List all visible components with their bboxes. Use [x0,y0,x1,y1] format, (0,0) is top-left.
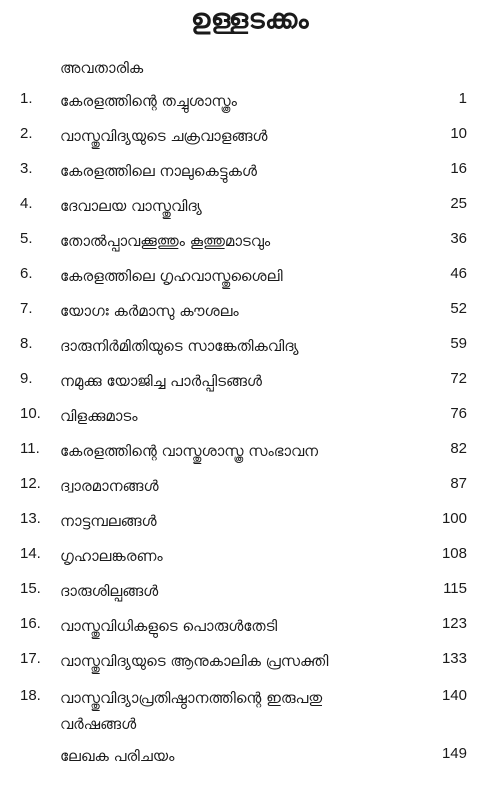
toc-entry [0,403,500,429]
toc-entry-number: 18. [20,687,41,704]
toc-entry-page: 16 [450,160,467,177]
toc-entry-title: ലേഖക പരിചയം [60,747,175,765]
toc-entry [0,648,500,674]
toc-entry [0,473,500,499]
toc-entry-title: കേരളത്തിന്റെ തച്ചുശാസ്ത്രം [60,92,237,110]
toc-entry [0,508,500,534]
toc-entry [0,158,500,184]
toc-entry-number: 12. [20,475,41,492]
toc-entry-page: 52 [450,300,467,317]
toc-entry [0,263,500,289]
toc-entry-page: 59 [450,335,467,352]
toc-entry-title: വാസ്തുവിധികളുടെ പൊരുൾതേടി [60,617,278,635]
toc-entry-title: കേരളത്തിലെ ഗൃഹവാസ്തുശൈലി [60,267,283,285]
toc-entry [0,88,500,114]
toc-entry-number: 9. [20,370,33,387]
toc-entry-number: 11. [20,440,40,457]
toc-entry-number: 10. [20,405,41,422]
toc-entry-title: നമുക്കു യോജിച്ച പാർപ്പിടങ്ങൾ [60,372,262,390]
toc-entry [0,578,500,604]
toc-entry-page: 72 [450,370,467,387]
toc-entry-page: 149 [441,745,467,762]
toc-entry [0,438,500,464]
toc-entry-number: 6. [20,265,33,282]
toc-entry-number: 1. [20,90,33,107]
toc-entry-page: 115 [443,580,467,597]
toc-entry-title: വാസ്തുവിദ്യയുടെ ആനുകാലിക പ്രസക്തി [60,652,329,670]
toc-entry-title: യോഗഃ കർമാസു കൗശലം [60,302,239,320]
toc-entry-number: 7. [20,300,33,317]
toc-entry-number: 8. [20,335,33,352]
toc-entry-title: അവതാരിക [60,59,144,77]
toc-entry [0,685,500,733]
toc-entry-number: 3. [20,160,33,177]
toc-entry-title: ദേവാലയ വാസ്തുവിദ്യ [60,197,202,215]
toc-entry [0,333,500,359]
toc-entry [0,55,500,81]
toc-entry-page: 133 [441,650,467,667]
toc-entry-number: 4. [20,195,33,212]
toc-entry-title: ദ്വാരമാനങ്ങൾ [60,477,159,495]
toc-entry-title: വിളക്കുമാടം [60,407,138,425]
toc-entry-title: കേരളത്തിലെ നാലുകെട്ടുകൾ [60,162,257,180]
toc-entry-page: 10 [450,125,467,142]
toc-entry-number: 14. [20,545,41,562]
toc-entry-title: വാസ്തുവിദ്യാപ്രതിഷ്ഠാനത്തിന്റെ ഇരുപതു വർഷങ്ങൾ [60,689,323,733]
toc-entry [0,543,500,569]
toc-entry-title: കേരളത്തിന്റെ വാസ്തുശാസ്ത്ര സംഭാവന [60,442,319,460]
toc-entry-title: ദാരുശില്പങ്ങൾ [60,582,159,600]
toc-entry-title: തോൽപ്പാവക്കൂത്തും കൂത്തുമാടവും [60,232,271,250]
toc-entry-number: 5. [20,230,33,247]
toc-entry-page: 76 [450,405,467,422]
toc-entry-page: 108 [441,545,467,562]
toc-entry-page: 82 [450,440,467,457]
toc-entry-page: 46 [450,265,467,282]
toc-entry-page: 1 [458,90,467,107]
toc-entry-number: 15. [20,580,41,597]
toc-entry [0,743,500,769]
toc-entry [0,613,500,639]
toc-entry-page: 36 [450,230,467,247]
toc-entry-title: നാട്ടമ്പലങ്ങൾ [60,512,157,530]
toc-entry [0,123,500,149]
toc-entry-page: 25 [450,195,467,212]
toc-entry-number: 16. [20,615,41,632]
toc-entry [0,193,500,219]
toc-entry-number: 17. [20,650,41,667]
toc-entry-title: വാസ്തുവിദ്യയുടെ ചക്രവാളങ്ങൾ [60,127,268,145]
toc-entry [0,368,500,394]
page-title: ഉള്ളടക്കം [190,4,310,35]
toc-entry-number: 2. [20,125,33,142]
toc-entry-title: ഗൃഹാലങ്കരണം [60,547,163,565]
toc-entry-page: 123 [441,615,467,632]
toc-entry [0,228,500,254]
toc-entry-page: 140 [441,687,467,704]
toc-entry [0,298,500,324]
toc-entry-page: 87 [450,475,467,492]
toc-entry-page: 100 [441,510,467,527]
toc-entry-title: ദാരുനിർമിതിയുടെ സാങ്കേതികവിദ്യ [60,337,299,355]
toc-entry-number: 13. [20,510,41,527]
